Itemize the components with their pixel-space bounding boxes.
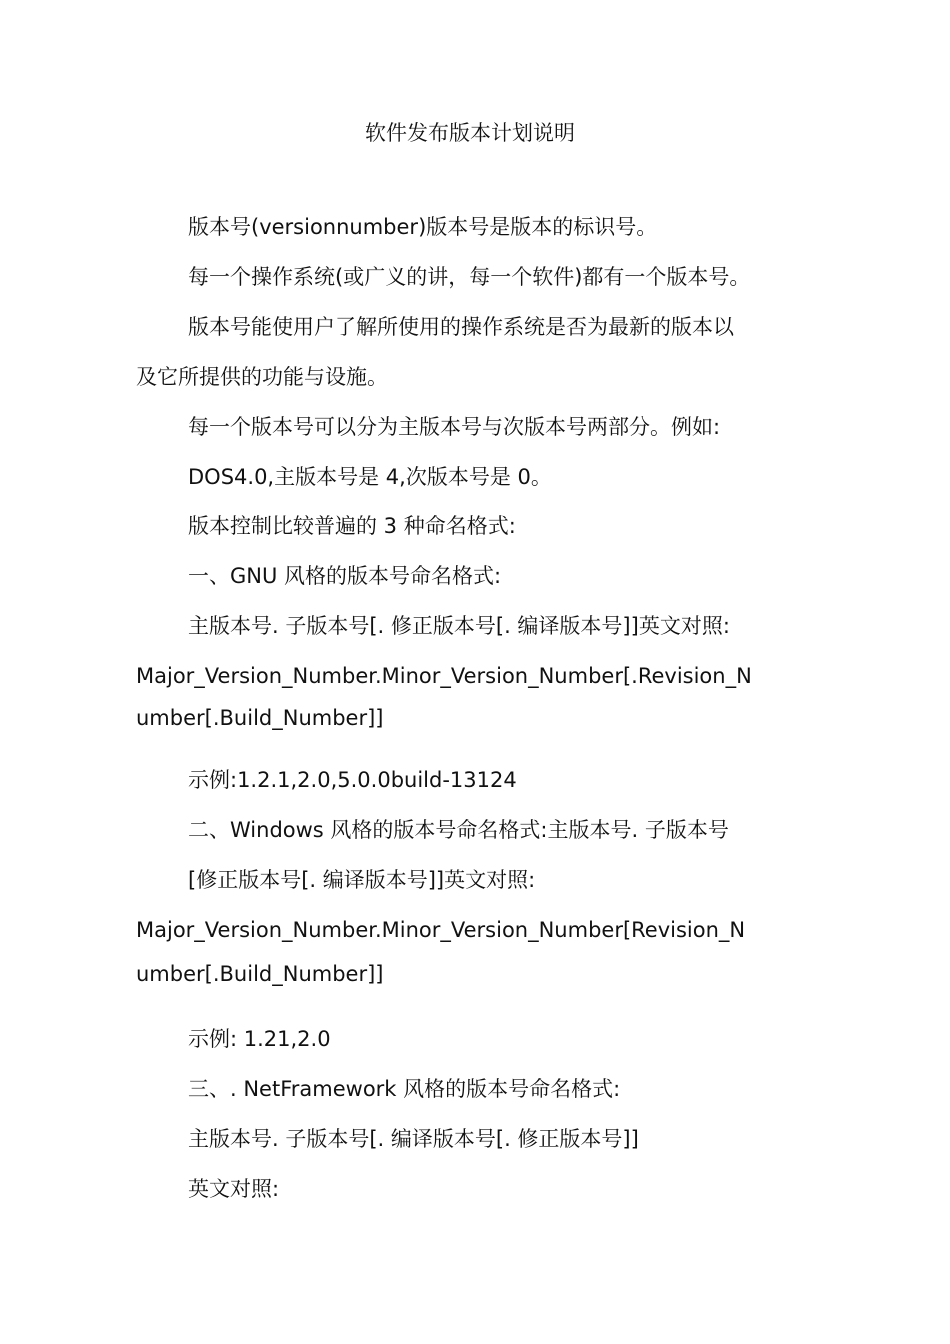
- code-line: umber[.Build_Number]]: [136, 706, 384, 730]
- section-heading: 二、Windows 风格的版本号命名格式:主版本号. 子版本号: [188, 818, 729, 842]
- code-line: umber[.Build_Number]]: [136, 962, 384, 986]
- paragraph-line: 及它所提供的功能与设施。: [136, 365, 388, 389]
- paragraph-line: 主版本号. 子版本号[. 编译版本号[. 修正版本号]]: [188, 1127, 639, 1151]
- example-line: 示例:1.2.1,2.0,5.0.0build-13124: [188, 768, 517, 792]
- code-line: Major_Version_Number.Minor_Version_Number[.Revision_N: [136, 664, 752, 688]
- paragraph-line: 版本控制比较普遍的 3 种命名格式:: [188, 514, 516, 538]
- section-heading: 一、GNU 风格的版本号命名格式:: [188, 564, 502, 588]
- page-title: 软件发布版本计划说明: [365, 121, 575, 145]
- paragraph-line: 每一个操作系统(或广义的讲，每一个软件)都有一个版本号。: [188, 265, 751, 289]
- paragraph-line: 主版本号. 子版本号[. 修正版本号[. 编译版本号]]英文对照:: [188, 614, 730, 638]
- paragraph-line: 每一个版本号可以分为主版本号与次版本号两部分。例如:: [188, 415, 721, 439]
- paragraph-line: 版本号(versionnumber)版本号是版本的标识号。: [188, 215, 658, 239]
- paragraph-line: DOS4.0,主版本号是 4,次版本号是 0。: [188, 465, 552, 489]
- example-line: 示例: 1.21,2.0: [188, 1027, 331, 1051]
- paragraph-line: [修正版本号[. 编译版本号]]英文对照:: [188, 868, 536, 892]
- section-heading: 三、. NetFramework 风格的版本号命名格式:: [188, 1077, 621, 1101]
- code-line: Major_Version_Number.Minor_Version_Number[Revision_N: [136, 918, 746, 942]
- paragraph-line: 英文对照:: [188, 1177, 280, 1201]
- paragraph-line: 版本号能使用户了解所使用的操作系统是否为最新的版本以: [188, 315, 734, 339]
